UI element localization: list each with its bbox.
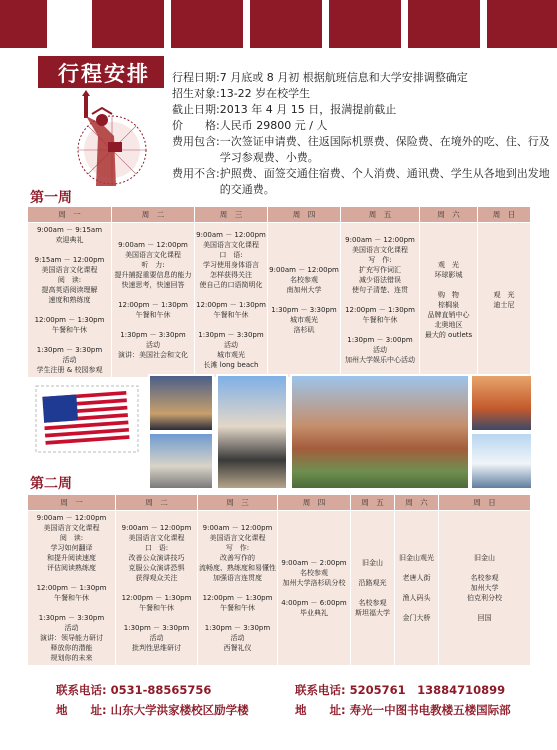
excludes-row: 费用不含: 护照费、面签交通住宿费、个人消费、通讯费、学生从各地到出发地的交通费。	[172, 167, 550, 196]
deadline-row: 截止日期: 2013 年 4 月 15 日，报满提前截止	[172, 103, 397, 116]
page-title: 行程安排	[58, 62, 150, 86]
week1-header-mon: 周 一	[28, 207, 112, 223]
week2-cell-thu: 9:00am － 2:00pm 名校参观 加州大学洛杉矶分校 4:00pm － 6:00pm 毕业典礼	[278, 511, 351, 666]
week1-schedule-table	[27, 206, 531, 378]
week2-cell-fri: 旧金山 沿路观光 名校参观 斯坦福大学	[351, 511, 395, 666]
trip-info	[172, 70, 550, 198]
footer-phone-2: 联系电话: 5205761 13884710899	[295, 683, 506, 697]
target-row: 招生对象: 13-22 岁在校学生	[172, 87, 311, 100]
week1-cell-wed: 9:00am － 12:00pm 美国语言文化课程 口 语: 学习使用身体语言 怎样获得关注 使自己的口语简明化 12:00pm － 1:30pm 午餐和午休 1:30pm － 3:30pm 活动 城市观光 长滩 long beach	[195, 223, 268, 378]
week1-cell-fri: 9:00am － 12:00pm 美国语言文化课程 写 作: 扩充写作词汇 减少语法错误 使句子清楚、连贯 12:00pm － 1:30pm 午餐和午休 1:30pm － 3:00pm 活动 加州大学娱乐中心活动	[341, 223, 420, 378]
statue-of-liberty-icon	[52, 86, 160, 194]
week2-header-tue: 周 二	[116, 495, 198, 511]
week1-header-sun: 周 日	[478, 207, 531, 223]
photo-university-hall	[290, 374, 470, 490]
photo-golden-gate	[470, 374, 533, 432]
includes-row: 费用包含: 一次签证申请费、往返国际机票费、保险费、在境外的吃、住、行及学习参观费、小费。	[172, 135, 550, 164]
week2-label: 第二周	[30, 476, 72, 492]
photo-collage	[148, 374, 533, 490]
week2-header-thu: 周 四	[278, 495, 351, 511]
page-title-bar	[38, 56, 164, 88]
week2-cell-tue: 9:00am － 12:00pm 美国语言文化课程 口 语: 改善公众演讲技巧 克服公众演讲恐惧 获得观众关注 12:00pm － 1:30pm 午餐和午休 1:30pm － 3:30pm 活动 批判性思维研讨	[116, 511, 198, 666]
photo-sculpture	[470, 432, 533, 490]
footer-address-1: 地 址: 山东大学洪家楼校区励学楼	[56, 703, 249, 717]
week2-schedule-table	[27, 494, 531, 666]
photo-skyline	[148, 432, 214, 490]
week2-cell-mon: 9:00am － 12:00pm 美国语言文化课程 阅 读: 学习如何翻译 和提升阅读速度 评估阅读熟练度 12:00pm － 1:30pm 午餐和午休 1:30pm － 3:30pm 活动 演讲：领导能力研讨 释放你的潜能 规划你的未来	[28, 511, 116, 666]
week2-header-fri: 周 五	[351, 495, 395, 511]
week1-header-fri: 周 五	[341, 207, 420, 223]
week1-header-sat: 周 六	[420, 207, 478, 223]
week2-header-mon: 周 一	[28, 495, 116, 511]
week1-header-tue: 周 二	[112, 207, 195, 223]
week2-header-sat: 周 六	[395, 495, 439, 511]
usa-flag-stamp-icon	[34, 384, 140, 454]
footer-phone-1: 联系电话: 0531-88565756	[56, 683, 212, 697]
week1-cell-sat: 观 光 环球影城 购 物 棕榈泉 品牌直销中心 北奥地区 最大的 outlets	[420, 223, 478, 378]
price-row: 价 格: 人民币 29800 元 / 人	[172, 119, 328, 132]
schedule-row: 行程日期: 7 月底或 8 月初 根据航班信息和大学安排调整确定	[172, 71, 468, 84]
week2-header-sun: 周 日	[439, 495, 531, 511]
week1-header-wed: 周 三	[195, 207, 268, 223]
week1-cell-sun: 观 光 迪士尼	[478, 223, 531, 378]
photo-students-castle	[216, 374, 288, 490]
week1-label: 第一周	[30, 190, 72, 206]
top-decor-strip	[0, 0, 557, 48]
week1-header-thu: 周 四	[268, 207, 341, 223]
week2-header-wed: 周 三	[198, 495, 278, 511]
week2-cell-sun: 旧金山 名校参观 加州大学 伯克利分校 回国	[439, 511, 531, 666]
week1-cell-tue: 9:00am － 12:00pm 美国语言文化课程 听 力: 提升捕捉重要信息的能力 快速思考，快速回答 12:00pm － 1:30pm 午餐和午休 1:30pm － 3:30pm 活动 演讲：美国社会和文化	[112, 223, 195, 378]
photo-city-night	[148, 374, 214, 432]
week2-cell-sat: 旧金山观光 老唐人街 渔人码头 金门大桥	[395, 511, 439, 666]
week1-cell-thu: 9:00am － 12:00pm 名校参观 南加州大学 1:30pm － 3:30pm 城市观光 洛杉矶	[268, 223, 341, 378]
week2-cell-wed: 9:00am － 12:00pm 美国语言文化课程 写 作: 改善写作的 流畅度、熟练度和易懂性 加强语言连贯度 12:00pm － 1:30pm 午餐和午休 1:30pm － 3:30pm 活动 西餐礼仪	[198, 511, 278, 666]
week1-cell-mon: 9:00am － 9:15am 欢迎典礼 9:15am － 12:00pm 美国语言文化课程 阅 读: 提高英语阅读理解 速度和熟练度 12:00pm － 1:30pm 午餐和午休 1:30pm － 3:30pm 活动 学生注册 & 校园参观	[28, 223, 112, 378]
footer-address-2: 地 址: 寿光一中图书电教楼五楼国际部	[295, 703, 511, 717]
